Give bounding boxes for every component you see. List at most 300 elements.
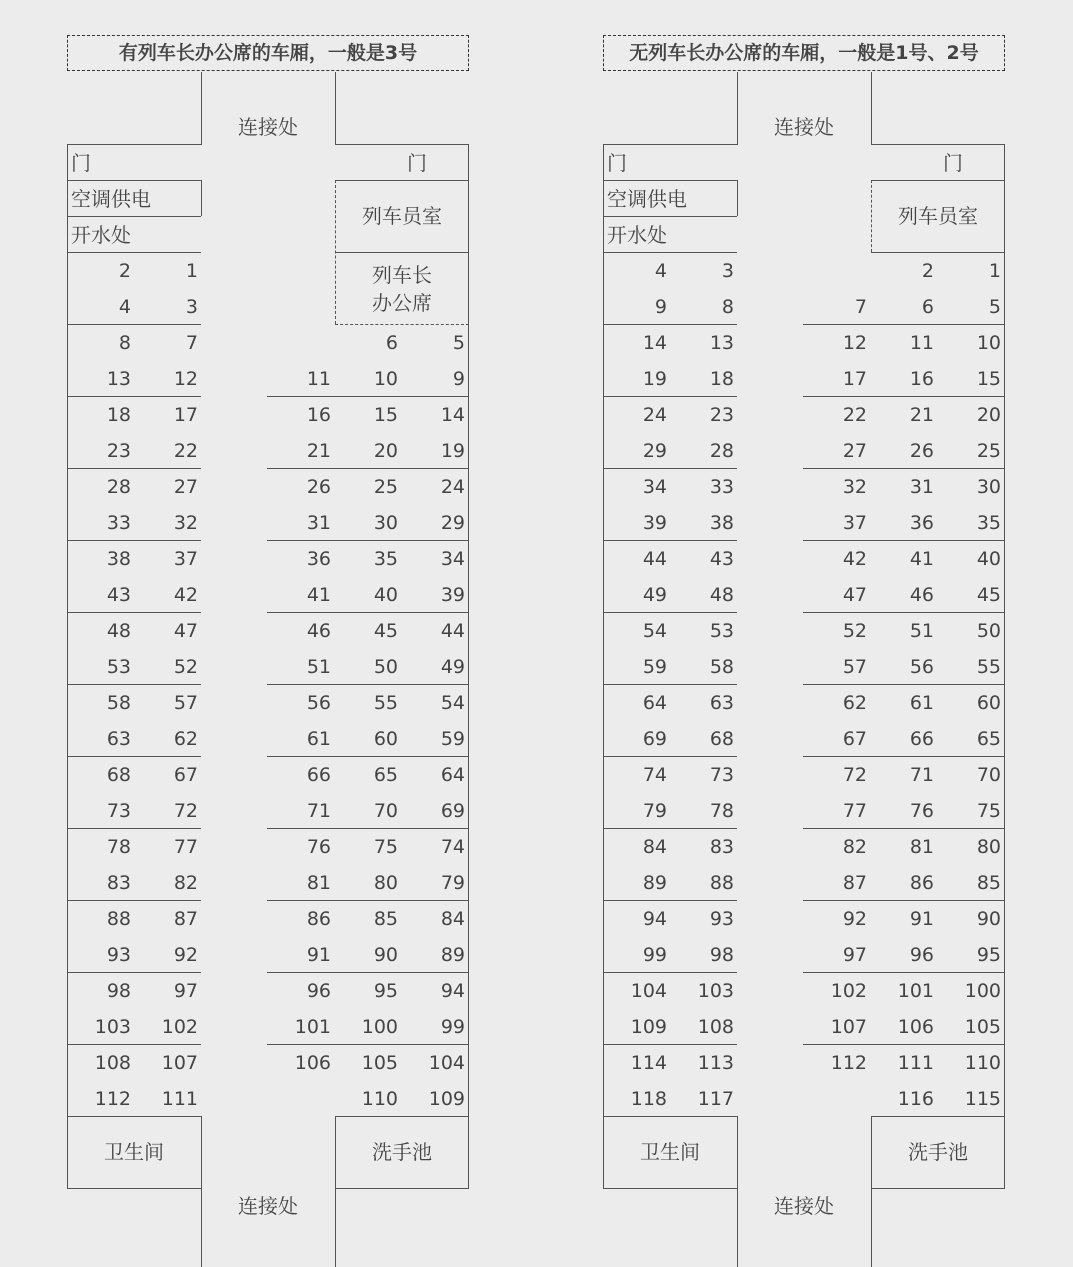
ac-box-side <box>737 180 738 216</box>
seat-number: 54 <box>642 620 667 642</box>
seat-number: 4 <box>654 260 667 282</box>
seat-number: 78 <box>709 800 734 822</box>
seat-number: 38 <box>106 548 131 570</box>
connection-label-bottom: 连接处 <box>774 1194 834 1218</box>
connection-wall <box>871 72 872 145</box>
seat-number: 20 <box>976 404 1001 426</box>
seat-number: 11 <box>306 368 331 390</box>
seat-number <box>267 289 331 325</box>
seat-number: 52 <box>842 620 867 642</box>
sink-label: 洗手池 <box>372 1140 432 1164</box>
seat-number: 75 <box>976 800 1001 822</box>
seat-number: 100 <box>361 1016 398 1038</box>
seat-number: 74 <box>440 836 465 858</box>
seat-number: 106 <box>294 1052 331 1074</box>
seat-number: 102 <box>161 1016 198 1038</box>
left-row-divider <box>67 1044 201 1045</box>
seat-number: 68 <box>709 728 734 750</box>
seat-number: 15 <box>373 404 398 426</box>
seat-number: 24 <box>642 404 667 426</box>
seat-number: 84 <box>440 908 465 930</box>
right-row-divider <box>803 612 1005 613</box>
seat-number: 102 <box>830 980 867 1002</box>
seat-number: 21 <box>909 404 934 426</box>
left-row-divider <box>603 612 737 613</box>
sink-top <box>871 1116 1005 1117</box>
seat-number: 3 <box>185 296 198 318</box>
seat-number: 87 <box>842 872 867 894</box>
seat-number: 26 <box>306 476 331 498</box>
seat-number: 42 <box>842 548 867 570</box>
seat-number: 40 <box>976 548 1001 570</box>
seat-number: 103 <box>697 980 734 1002</box>
seat-number: 5 <box>452 332 465 354</box>
seat-number: 25 <box>976 440 1001 462</box>
seat-number <box>803 253 867 289</box>
seat-number: 59 <box>642 656 667 678</box>
crew-room-top <box>871 180 1005 181</box>
seat-number: 92 <box>842 908 867 930</box>
left-row-divider <box>603 468 737 469</box>
seat-number: 45 <box>976 584 1001 606</box>
seat-number: 33 <box>106 512 131 534</box>
toilet-label: 卫生间 <box>104 1140 164 1164</box>
seat-number: 85 <box>976 872 1001 894</box>
seat-number: 101 <box>897 980 934 1002</box>
right-row-divider <box>803 324 1005 325</box>
seat-number: 92 <box>173 944 198 966</box>
crew-room-label: 列车员室 <box>898 204 978 228</box>
toilet-top <box>67 1116 201 1117</box>
seat-number: 105 <box>964 1016 1001 1038</box>
toilet-bottom <box>603 1188 737 1189</box>
seat-number: 113 <box>697 1052 734 1074</box>
right-row-divider <box>267 972 469 973</box>
seat-number: 1 <box>988 260 1001 282</box>
seat-number: 108 <box>94 1052 131 1074</box>
seat-number: 51 <box>909 620 934 642</box>
seat-number: 11 <box>909 332 934 354</box>
left-row-divider <box>67 756 201 757</box>
seat-number: 37 <box>173 548 198 570</box>
left-row-divider <box>67 468 201 469</box>
seat-number: 95 <box>373 980 398 1002</box>
toilet-top <box>603 1116 737 1117</box>
seat-number: 49 <box>642 584 667 606</box>
door-left-label: 门 <box>71 151 91 175</box>
right-row-divider <box>803 828 1005 829</box>
seat-number: 31 <box>909 476 934 498</box>
seat-number: 41 <box>306 584 331 606</box>
seat-number: 106 <box>897 1016 934 1038</box>
seat-number: 93 <box>106 944 131 966</box>
seat-number: 61 <box>306 728 331 750</box>
right-row-divider <box>803 684 1005 685</box>
seat-number: 98 <box>709 944 734 966</box>
seat-number: 90 <box>976 908 1001 930</box>
seat-number: 8 <box>721 296 734 318</box>
right-row-divider <box>803 972 1005 973</box>
seat-number: 70 <box>373 800 398 822</box>
seat-number: 9 <box>452 368 465 390</box>
seat-number: 109 <box>630 1016 667 1038</box>
seat-number: 8 <box>118 332 131 354</box>
seat-number: 85 <box>373 908 398 930</box>
seat-number: 6 <box>385 332 398 354</box>
seat-number: 58 <box>106 692 131 714</box>
left-row-divider <box>67 540 201 541</box>
water-label: 开水处 <box>607 223 667 247</box>
seat-number: 116 <box>897 1088 934 1110</box>
seat-number: 72 <box>173 800 198 822</box>
seat-number: 101 <box>294 1016 331 1038</box>
seat-number: 76 <box>306 836 331 858</box>
right-row-divider <box>267 612 469 613</box>
seat-number: 84 <box>642 836 667 858</box>
toilet-side <box>737 1116 738 1188</box>
right-row-divider <box>803 468 1005 469</box>
right-row-divider <box>267 468 469 469</box>
door-right-label: 门 <box>407 151 427 175</box>
seat-number: 99 <box>642 944 667 966</box>
seat-number: 24 <box>440 476 465 498</box>
right-row-divider <box>267 540 469 541</box>
seat-number: 62 <box>842 692 867 714</box>
seat-number: 35 <box>373 548 398 570</box>
seat-number: 95 <box>976 944 1001 966</box>
seat-number: 18 <box>709 368 734 390</box>
seat-number: 17 <box>173 404 198 426</box>
seat-number: 74 <box>642 764 667 786</box>
seat-number: 32 <box>842 476 867 498</box>
car-top-wall <box>871 144 1005 145</box>
seat-number <box>803 1081 867 1117</box>
seat-number: 53 <box>106 656 131 678</box>
seat-number: 83 <box>106 872 131 894</box>
seat-number: 10 <box>976 332 1001 354</box>
seat-number: 1 <box>185 260 198 282</box>
seat-number: 79 <box>642 800 667 822</box>
seat-number <box>331 253 398 289</box>
seat-number: 35 <box>976 512 1001 534</box>
seat-number: 14 <box>642 332 667 354</box>
seat-number: 7 <box>185 332 198 354</box>
seat-number: 54 <box>440 692 465 714</box>
right-outer-wall <box>1004 144 1005 1188</box>
seat-number: 19 <box>642 368 667 390</box>
seat-number: 22 <box>842 404 867 426</box>
seat-number: 76 <box>909 800 934 822</box>
seat-number: 52 <box>173 656 198 678</box>
seat-number: 30 <box>373 512 398 534</box>
seat-number: 69 <box>440 800 465 822</box>
seat-number: 81 <box>306 872 331 894</box>
seat-number: 36 <box>306 548 331 570</box>
seat-number: 58 <box>709 656 734 678</box>
seat-number: 110 <box>361 1088 398 1110</box>
ac-box-side <box>201 180 202 216</box>
ac-power-label: 空调供电 <box>71 187 151 211</box>
seat-number: 60 <box>373 728 398 750</box>
door-left-label: 门 <box>607 151 627 175</box>
seat-number: 57 <box>842 656 867 678</box>
sink-bottom <box>335 1188 469 1189</box>
seat-number: 65 <box>976 728 1001 750</box>
seat-number: 12 <box>842 332 867 354</box>
seat-number: 18 <box>106 404 131 426</box>
seat-number: 71 <box>306 800 331 822</box>
right-row-divider <box>267 900 469 901</box>
seat-number: 83 <box>709 836 734 858</box>
seat-number: 3 <box>721 260 734 282</box>
seat-number <box>267 253 331 289</box>
toilet-bottom <box>67 1188 201 1189</box>
seat-number: 89 <box>440 944 465 966</box>
seat-number: 86 <box>909 872 934 894</box>
seat-number: 87 <box>173 908 198 930</box>
seat-number: 67 <box>842 728 867 750</box>
right-row-divider <box>803 1044 1005 1045</box>
right-row-divider <box>267 756 469 757</box>
seat-number: 88 <box>106 908 131 930</box>
seat-number: 50 <box>976 620 1001 642</box>
right-row-divider <box>267 828 469 829</box>
left-row-divider <box>67 684 201 685</box>
carriage-title: 有列车长办公席的车厢，一般是3号 <box>67 35 469 71</box>
left-row-divider <box>603 324 737 325</box>
seat-number: 91 <box>909 908 934 930</box>
seat-number: 114 <box>630 1052 667 1074</box>
seat-number: 14 <box>440 404 465 426</box>
seat-number: 96 <box>909 944 934 966</box>
seat-number: 41 <box>909 548 934 570</box>
connection-wall <box>335 1188 336 1267</box>
seat-number: 33 <box>709 476 734 498</box>
seat-number: 16 <box>909 368 934 390</box>
sink-bottom <box>871 1188 1005 1189</box>
seat-number: 89 <box>642 872 667 894</box>
seat-number: 66 <box>306 764 331 786</box>
seat-number: 23 <box>106 440 131 462</box>
seat-number: 117 <box>697 1088 734 1110</box>
seat-number: 50 <box>373 656 398 678</box>
seat-number: 109 <box>428 1088 465 1110</box>
seat-number: 78 <box>106 836 131 858</box>
seat-number: 103 <box>94 1016 131 1038</box>
seat-number: 27 <box>173 476 198 498</box>
seat-number: 70 <box>976 764 1001 786</box>
seat-number: 100 <box>964 980 1001 1002</box>
door-right-label: 门 <box>943 151 963 175</box>
seat-number: 104 <box>630 980 667 1002</box>
seat-number: 13 <box>709 332 734 354</box>
seat-number: 28 <box>106 476 131 498</box>
sink-label: 洗手池 <box>908 1140 968 1164</box>
seat-number: 47 <box>173 620 198 642</box>
seat-number: 29 <box>642 440 667 462</box>
connection-wall <box>871 1188 872 1267</box>
right-row-divider <box>803 756 1005 757</box>
water-label: 开水处 <box>71 223 131 247</box>
seat-number: 81 <box>909 836 934 858</box>
seat-number: 21 <box>306 440 331 462</box>
seat-number: 72 <box>842 764 867 786</box>
seat-number: 104 <box>428 1052 465 1074</box>
seat-number: 16 <box>306 404 331 426</box>
crew-room-label: 列车员室 <box>362 204 442 228</box>
connection-label-bottom: 连接处 <box>238 1194 298 1218</box>
seat-number: 55 <box>976 656 1001 678</box>
seat-number: 94 <box>440 980 465 1002</box>
seat-number: 90 <box>373 944 398 966</box>
right-row-divider <box>803 900 1005 901</box>
seat-number: 43 <box>709 548 734 570</box>
seat-number: 46 <box>306 620 331 642</box>
seat-number: 34 <box>642 476 667 498</box>
seat-number: 97 <box>842 944 867 966</box>
seat-number <box>267 1081 331 1117</box>
car-top-wall <box>335 144 469 145</box>
seat-number: 7 <box>854 296 867 318</box>
seat-number: 65 <box>373 764 398 786</box>
seat-number: 62 <box>173 728 198 750</box>
left-row-divider <box>67 972 201 973</box>
seat-number <box>331 289 398 325</box>
seat-number: 30 <box>976 476 1001 498</box>
seat-number: 107 <box>161 1052 198 1074</box>
seat-number: 64 <box>440 764 465 786</box>
seat-number: 96 <box>306 980 331 1002</box>
seat-number: 43 <box>106 584 131 606</box>
seat-number <box>398 253 465 289</box>
seat-number: 91 <box>306 944 331 966</box>
seat-number: 61 <box>909 692 934 714</box>
seat-number: 19 <box>440 440 465 462</box>
seat-number: 108 <box>697 1016 734 1038</box>
seat-number: 63 <box>106 728 131 750</box>
toilet-label: 卫生间 <box>640 1140 700 1164</box>
toilet-side <box>201 1116 202 1188</box>
seat-number: 49 <box>440 656 465 678</box>
seat-number: 4 <box>118 296 131 318</box>
seat-number: 111 <box>897 1052 934 1074</box>
carriage-with-office <box>67 0 469 1267</box>
seat-number: 45 <box>373 620 398 642</box>
seat-number: 27 <box>842 440 867 462</box>
office-label-line2: 办公席 <box>372 291 432 315</box>
seat-number: 82 <box>842 836 867 858</box>
seat-number: 40 <box>373 584 398 606</box>
seat-number: 105 <box>361 1052 398 1074</box>
seat-number: 66 <box>909 728 934 750</box>
seat-number: 44 <box>440 620 465 642</box>
seat-number: 80 <box>373 872 398 894</box>
seat-number: 111 <box>161 1088 198 1110</box>
seat-number: 64 <box>642 692 667 714</box>
seat-number: 9 <box>654 296 667 318</box>
seat-number: 20 <box>373 440 398 462</box>
seat-number: 94 <box>642 908 667 930</box>
left-row-divider <box>603 540 737 541</box>
seat-number: 28 <box>709 440 734 462</box>
left-row-divider <box>603 1044 737 1045</box>
left-row-divider <box>67 324 201 325</box>
seat-number: 39 <box>440 584 465 606</box>
seat-number: 60 <box>976 692 1001 714</box>
carriage-without-office <box>603 0 1005 1267</box>
seat-number: 71 <box>909 764 934 786</box>
office-label-line1: 列车长 <box>372 263 432 287</box>
seat-number: 17 <box>842 368 867 390</box>
seat-number: 56 <box>909 656 934 678</box>
seat-number: 67 <box>173 764 198 786</box>
left-row-divider <box>603 828 737 829</box>
seat-number: 48 <box>106 620 131 642</box>
seat-number: 44 <box>642 548 667 570</box>
seat-number <box>398 289 465 325</box>
crew-room-top <box>335 180 469 181</box>
seat-number: 12 <box>173 368 198 390</box>
seat-number: 55 <box>373 692 398 714</box>
seat-number: 36 <box>909 512 934 534</box>
seat-number: 77 <box>173 836 198 858</box>
seat-number: 37 <box>842 512 867 534</box>
carriage-title: 无列车长办公席的车厢，一般是1号、2号 <box>603 35 1005 71</box>
seat-number: 118 <box>630 1088 667 1110</box>
seat-number: 82 <box>173 872 198 894</box>
seat-number: 88 <box>709 872 734 894</box>
seat-number: 86 <box>306 908 331 930</box>
seat-number: 22 <box>173 440 198 462</box>
seat-number: 68 <box>106 764 131 786</box>
connection-label-top: 连接处 <box>238 115 298 139</box>
seat-number: 2 <box>921 260 934 282</box>
right-row-divider <box>803 396 1005 397</box>
seat-number: 107 <box>830 1016 867 1038</box>
seat-number: 97 <box>173 980 198 1002</box>
seat-number: 32 <box>173 512 198 534</box>
seat-number: 48 <box>709 584 734 606</box>
right-row-divider <box>267 396 469 397</box>
connection-wall <box>335 72 336 145</box>
seat-number: 23 <box>709 404 734 426</box>
seat-number: 112 <box>94 1088 131 1110</box>
seat-number: 99 <box>440 1016 465 1038</box>
seat-number: 39 <box>642 512 667 534</box>
seat-number: 75 <box>373 836 398 858</box>
seat-number: 2 <box>118 260 131 282</box>
seat-number: 46 <box>909 584 934 606</box>
seat-number: 34 <box>440 548 465 570</box>
seat-number: 79 <box>440 872 465 894</box>
seat-number: 25 <box>373 476 398 498</box>
seat-number: 93 <box>709 908 734 930</box>
seat-number: 57 <box>173 692 198 714</box>
seat-number: 56 <box>306 692 331 714</box>
seat-number: 13 <box>106 368 131 390</box>
seat-number: 42 <box>173 584 198 606</box>
seat-number <box>267 325 331 361</box>
seat-number: 47 <box>842 584 867 606</box>
seat-number: 51 <box>306 656 331 678</box>
left-row-divider <box>603 900 737 901</box>
seat-number: 73 <box>106 800 131 822</box>
seat-number: 112 <box>830 1052 867 1074</box>
seat-number: 59 <box>440 728 465 750</box>
left-row-divider <box>603 684 737 685</box>
seat-number: 69 <box>642 728 667 750</box>
seat-number: 38 <box>709 512 734 534</box>
